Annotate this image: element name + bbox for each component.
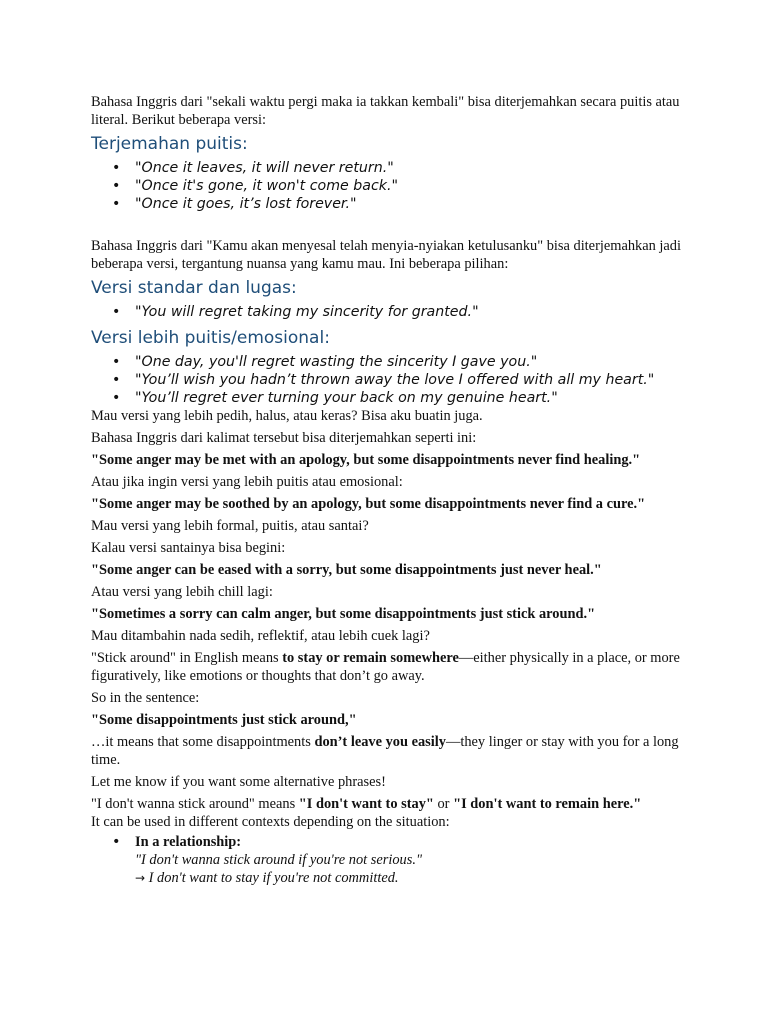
example-meaning (91, 869, 687, 887)
arrow-icon: → (135, 871, 146, 885)
bold-quote (91, 495, 687, 513)
quote-open: " (135, 178, 142, 194)
list-item (91, 159, 687, 177)
quote-open: " (135, 196, 142, 212)
quote-close: " (387, 160, 394, 176)
list-item (91, 177, 687, 195)
body-text: Mau versi yang lebih formal, puitis, atau santai? (91, 518, 369, 534)
body-text (91, 649, 687, 685)
list-item (91, 833, 687, 851)
list-item-text: You will regret taking my sincerity for granted. (141, 304, 473, 320)
body-text: It can be used in different contexts depending on the situation: (91, 814, 450, 830)
intro-paragraph: Bahasa Inggris dari "sekali waktu pergi maka ia takkan kembali" bisa diterjemahkan secara puitis atau literal. Berikut beberapa versi: (91, 94, 680, 128)
quote-close: " (472, 304, 479, 320)
example-sentence: "I don't wanna stick around if you're not serious." (135, 852, 422, 868)
body-text: Mau ditambahin nada sedih, reflektif, atau lebih cuek lagi? (91, 628, 430, 644)
text-run: —either physically in a place, or more figuratively, like emotions or thoughts that don’t go away. (91, 650, 680, 684)
translation-list (91, 159, 687, 213)
body-text: Bahasa Inggris dari kalimat tersebut bisa diterjemahkan seperti ini: (91, 430, 477, 446)
body-text: Atau jika ingin versi yang lebih puitis atau emosional: (91, 474, 403, 490)
body-text: Mau versi yang lebih pedih, halus, atau keras? Bisa aku buatin juga. (91, 408, 483, 424)
bold-quote-text: "Some disappointments just stick around," (91, 712, 357, 728)
body-text: Atau versi yang lebih chill lagi: (91, 584, 273, 600)
text-run: I don't want to stay if you're not committed. (145, 870, 399, 886)
text-run: —they linger or stay with you for a long time. (91, 734, 679, 768)
quote-open: " (135, 160, 142, 176)
bold-quote (91, 605, 687, 623)
text-run: "I don't wanna stick around" means (91, 796, 299, 812)
context-list (91, 833, 687, 851)
text-run: …it means that some disappointments (91, 734, 315, 750)
bold-quote (91, 711, 687, 729)
bold-quote-text: "Some anger can be eased with a sorry, but some disappointments just never heal." (91, 562, 602, 578)
list-item (91, 195, 687, 213)
quote-open: " (135, 354, 142, 370)
quote-open: " (135, 372, 142, 388)
section-heading: Versi lebih puitis/emosional: (91, 328, 330, 348)
list-item-label: In a relationship: (135, 834, 242, 850)
quote-open: " (135, 390, 142, 406)
quote-close: " (391, 178, 399, 194)
body-text (91, 733, 687, 769)
text-run-bold: don’t leave you easily (314, 734, 446, 750)
text-run-bold: "I don't want to stay" (298, 796, 434, 812)
bold-quote (91, 561, 687, 579)
body-text (91, 795, 687, 813)
list-item (91, 353, 687, 371)
quote-open: " (135, 304, 142, 320)
list-item-text: You’ll regret ever turning your back on my genuine heart. (141, 390, 552, 406)
list-item (91, 371, 687, 389)
bold-quote-text: "Sometimes a sorry can calm anger, but some disappointments just stick around." (91, 606, 596, 622)
text-run: "Stick around" in English means (91, 650, 283, 666)
body-text: So in the sentence: (91, 690, 200, 706)
list-item-text: Once it's gone, it won't come back. (141, 178, 392, 194)
text-run: or (433, 796, 454, 812)
translation-list (91, 303, 687, 321)
section-heading: Versi standar dan lugas: (91, 278, 297, 298)
quote-close: " (349, 196, 357, 212)
list-item-text: You’ll wish you hadn’t thrown away the love I offered with all my heart. (141, 372, 648, 388)
list-item (91, 389, 687, 407)
intro-paragraph: Bahasa Inggris dari "Kamu akan menyesal telah menyia-nyiakan ketulusanku" bisa diterjemahkan jadi beberapa versi, tergantung nuansa yang kamu mau. Ini beberapa pilihan: (91, 238, 681, 272)
bold-quote-text: "Some anger may be met with an apology, but some disappointments never find healing." (91, 452, 641, 468)
list-item (91, 303, 687, 321)
list-item-text: Once it goes, it’s lost forever. (141, 196, 350, 212)
quote-close: " (551, 390, 558, 406)
bold-quote (91, 451, 687, 469)
quote-close: " (647, 372, 655, 388)
body-text: Kalau versi santainya bisa begini: (91, 540, 286, 556)
body-text: Let me know if you want some alternative phrases! (91, 774, 386, 790)
list-item-text: Once it leaves, it will never return. (141, 160, 388, 176)
text-run-bold: to stay or remain somewhere (282, 650, 459, 666)
bold-quote-text: "Some anger may be soothed by an apology, but some disappointments never find a cure." (91, 496, 646, 512)
text-run-bold: "I don't want to remain here." (453, 796, 642, 812)
document-page (91, 93, 687, 887)
list-item-text: One day, you'll regret wasting the sincerity I gave you. (141, 354, 531, 370)
translation-list (91, 353, 687, 407)
section-heading: Terjemahan puitis: (91, 134, 248, 154)
quote-close: " (530, 354, 538, 370)
